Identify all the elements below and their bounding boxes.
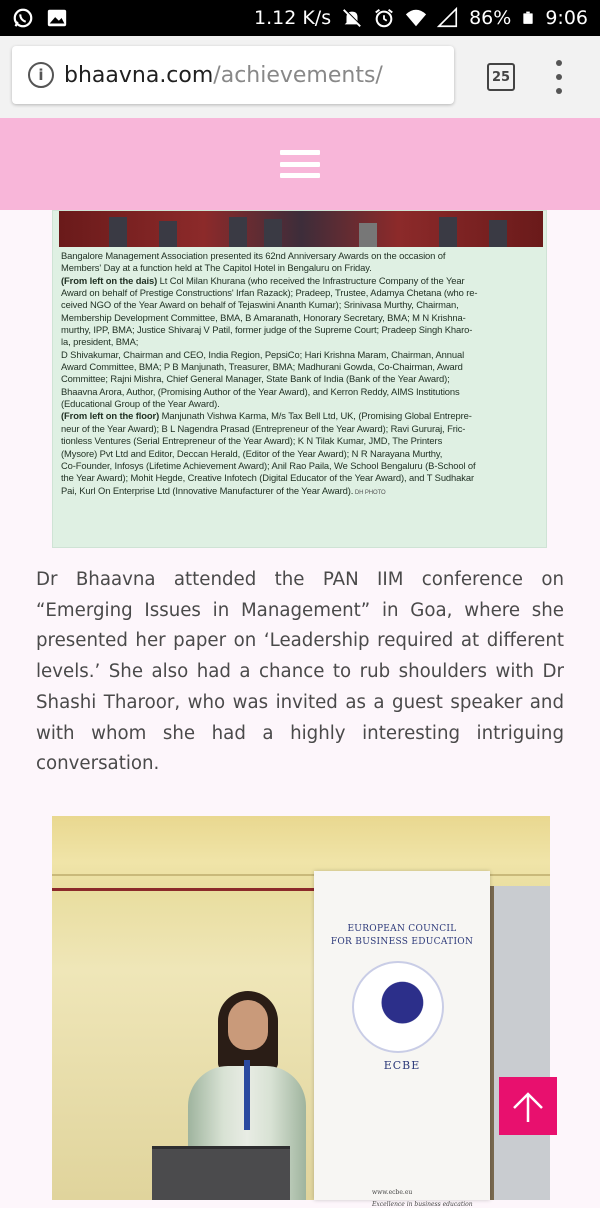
url-host: bhaavna.com	[64, 62, 214, 88]
clipping-line	[61, 361, 541, 373]
clipping-line	[61, 250, 541, 262]
clipping-line-text: the Year Award); Mohit Hegde, Creative Infotech (Digital Educator of the Year Award), and T Sudhakar	[61, 472, 475, 484]
battery-level: 86%	[469, 7, 512, 29]
clipping-line	[61, 349, 541, 361]
page-content	[0, 210, 600, 1208]
clipping-line	[61, 423, 541, 435]
clipping-line	[61, 386, 541, 398]
clipping-line	[61, 287, 541, 299]
scroll-to-top-button[interactable]	[499, 1077, 557, 1135]
banner-tagline: Excellence in business education	[372, 1201, 473, 1208]
hamburger-menu-icon[interactable]	[280, 150, 320, 178]
whatsapp-icon	[12, 7, 34, 29]
clipping-photo	[59, 211, 543, 247]
clipping-line	[61, 275, 541, 287]
europe-globe-icon	[352, 961, 444, 1053]
clipping-line	[61, 460, 541, 472]
conference-photo	[52, 816, 550, 1208]
clipping-line	[61, 312, 541, 324]
clipping-line-text: neur of the Year Award); B L Nagendra Prasad (Entrepreneur of the Year Award); Ravi Gururaj, Fric-	[61, 422, 466, 434]
tab-switcher-button[interactable]: 25	[487, 63, 515, 91]
site-nav-bar	[0, 118, 600, 210]
clipping-line-text: Manjunath Vishwa Karma, M/s Tax Bell Ltd, UK, (Promising Global Entrepre-	[159, 410, 472, 422]
clipping-line	[61, 472, 541, 484]
clipping-line-text: Bangalore Management Association presented its 62nd Anniversary Awards on the occasion of	[61, 250, 446, 261]
clipping-line	[61, 410, 541, 422]
banner-acronym: ECBE	[383, 1059, 421, 1072]
banner-url: www.ecbe.eu	[372, 1189, 413, 1196]
alarm-icon	[373, 7, 395, 29]
clipping-line	[61, 398, 541, 410]
network-speed: 1.12 K/s	[253, 7, 332, 29]
clock: 9:06	[545, 7, 588, 29]
clipping-line-text: Award Committee, BMA; P B Manjunath, Treasurer, BMA; Madhurani Gowda, Co-Chairman, Award	[61, 361, 463, 373]
clipping-line-text: Pai, Kurl On Enterprise Ltd (Innovative Manufacturer of the Year Award).	[61, 484, 354, 496]
clipping-line-text: Members' Day at a function held at The Capitol Hotel in Bengaluru on Friday.	[61, 262, 372, 274]
clipping-caption	[61, 250, 541, 499]
signal-icon	[437, 7, 459, 29]
clipping-line-text: (Mysore) Pvt Ltd and Editor, Deccan Herald, (Editor of the Year Award); N R Narayana Murthy,	[61, 447, 443, 459]
clipping-line	[61, 299, 541, 311]
mute-icon	[341, 7, 363, 29]
clipping-line-bold: (From left on the floor)	[61, 410, 160, 422]
address-bar[interactable]	[12, 46, 454, 104]
photo-credit: DH PHOTO	[353, 489, 386, 496]
browser-toolbar	[0, 36, 600, 118]
podium	[152, 1146, 290, 1200]
url-path: /achievements/	[213, 62, 383, 88]
clipping-line-text: Committee; Rajni Mishra, Chief General Manager, State Bank of India (Bank of the Year Award);	[61, 373, 450, 385]
clipping-line-text: ceived NGO of the Year Award on behalf of Tejaswini Ananth Kumar); Srinivasa Murthy, Chairman,	[61, 299, 459, 311]
clipping-line	[61, 448, 541, 460]
clipping-line	[61, 435, 541, 447]
clipping-line-text: tionless Ventures (Serial Entrepreneur of the Year Award); K N Tilak Kumar, JMD, The Printers	[61, 435, 443, 447]
clipping-line-text: Award on behalf of Prestige Constructions' Irfan Razack); Pradeep, Trustee, Adamya Chetana (who re-	[61, 287, 478, 299]
info-icon[interactable]: i	[28, 62, 54, 88]
ecbe-banner	[314, 871, 490, 1208]
image-icon	[46, 7, 68, 29]
wifi-icon	[405, 7, 427, 29]
clipping-line	[61, 324, 541, 336]
article-paragraph: Dr Bhaavna attended the PAN IIM conference on “Emerging Issues in Management” in Goa, where she presented her paper on ‘Leadership required at different levels.’ She also had a chance to rub shoulders with Dr Shashi Tharoor, who was invited as a guest speaker and with whom she had a highly interesting intriguing conversation.	[36, 569, 564, 775]
clipping-line-text: Co-Founder, Infosys (Lifetime Achievement Award); Anil Rao Paila, We School Bengaluru (B-School of	[61, 459, 476, 471]
clipping-line-text: Membership Development Committee, BMA, B Amaranath, Honorary Secretary, BMA; M N Krishna-	[61, 311, 466, 323]
overflow-menu-icon[interactable]	[552, 60, 566, 94]
clipping-line-text: D Shivakumar, Chairman and CEO, India Region, PepsiCo; Hari Krishna Maram, Chairman, Annual	[61, 348, 465, 360]
clipping-line	[61, 336, 541, 348]
newspaper-clipping	[52, 210, 547, 548]
clipping-line	[61, 485, 541, 499]
banner-title-line1: EUROPEAN COUNCIL	[347, 924, 457, 934]
status-bar	[0, 0, 600, 36]
banner-title-line2: FOR BUSINESS EDUCATION	[330, 937, 474, 947]
clipping-line-bold: (From left on the dais)	[61, 274, 158, 286]
clipping-line-text: (Educational Group of the Year Award).	[61, 398, 220, 410]
clipping-line-text: la, president, BMA;	[61, 336, 139, 348]
battery-icon	[521, 7, 535, 29]
clipping-line-text: Lt Col Milan Khurana (who received the Infrastructure Company of the Year	[157, 274, 465, 286]
clipping-line	[61, 373, 541, 385]
clipping-line	[61, 262, 541, 274]
arrow-up-icon	[508, 1086, 548, 1126]
clipping-line-text: Bhaavna Arora, Author, (Promising Author of the Year Award), and Kerron Reddy, AIMS Institutions	[61, 385, 460, 397]
clipping-line-text: murthy, IPP, BMA; Justice Shivaraj V Patil, former judge of the Supreme Court; Pradeep Singh Kharo-	[61, 324, 473, 336]
